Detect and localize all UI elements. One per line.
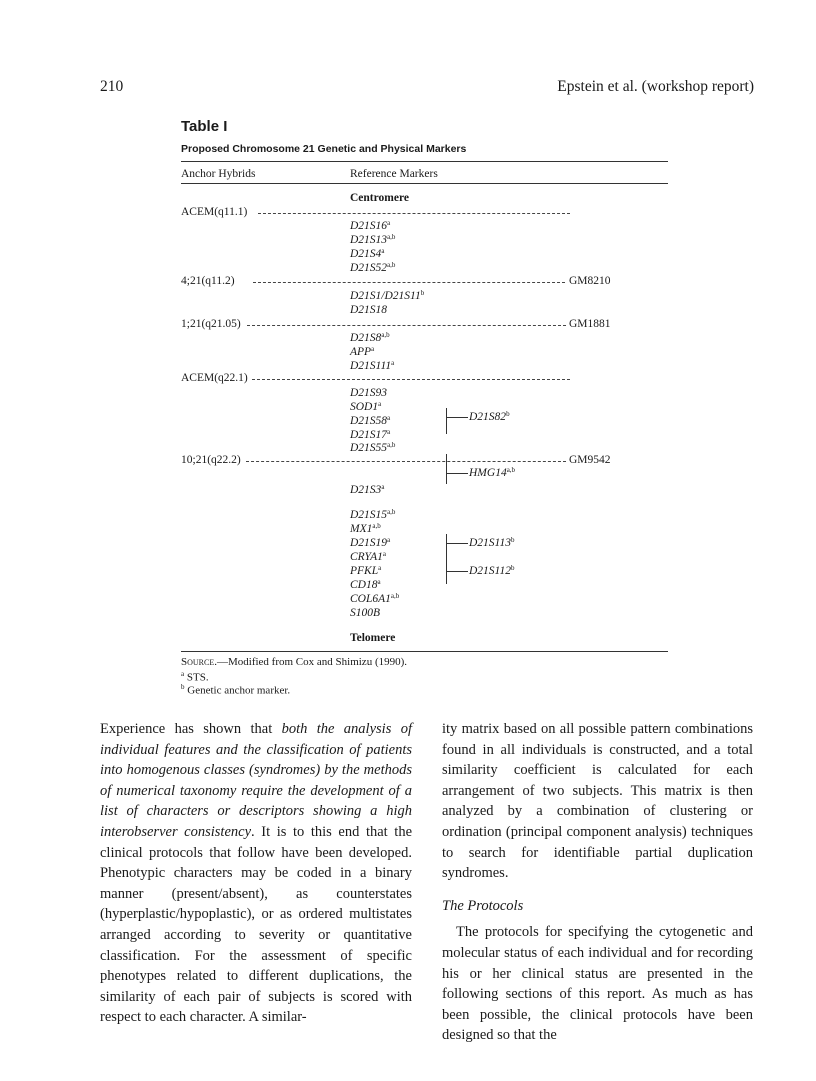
marker-entry: D21S52$^{a,b}$ (350, 261, 396, 274)
branch-marker: D21S82$^b$ (469, 410, 510, 423)
anchor-leader-line (246, 461, 566, 462)
table-header-rule (181, 183, 668, 184)
footnote-b: $^b$ Genetic anchor marker. (181, 683, 291, 697)
anchor-hybrid: 4;21(q11.2) (181, 275, 235, 287)
marker-entry: D21S1/D21S11$^b$ (350, 289, 425, 302)
centromere-label: Centromere (350, 192, 409, 204)
table-top-rule (181, 161, 668, 162)
marker-entry: D21S15$^{a,b}$ (350, 508, 396, 521)
marker-entry: D21S111$^a$ (350, 359, 395, 372)
marker-entry: D21S13$^{a,b}$ (350, 233, 396, 246)
bracket-tick (446, 417, 468, 418)
marker-entry: PFKL$^a$ (350, 564, 382, 577)
header-reference-markers: Reference Markers (350, 168, 438, 180)
page-number: 210 (100, 78, 124, 95)
marker-entry: D21S55$^{a,b}$ (350, 441, 396, 454)
table-label: Table I (181, 118, 228, 135)
marker-entry: S100B (350, 607, 381, 619)
marker-entry: MX1$^{a,b}$ (350, 522, 381, 535)
branch-marker: D21S113$^b$ (469, 536, 515, 549)
marker-entry: COL6A1$^{a,b}$ (350, 592, 400, 605)
branch-marker: HMG14$^{a,b}$ (469, 466, 516, 479)
anchor-leader-line (252, 379, 570, 380)
anchor-leader-line (253, 282, 565, 283)
anchor-hybrid: 1;21(q21.05) (181, 318, 241, 330)
anchor-hybrid: ACEM(q22.1) (181, 372, 248, 384)
body-right-column (442, 719, 753, 1046)
header-anchor-hybrids: Anchor Hybrids (181, 168, 256, 180)
running-head: Epstein et al. (workshop report) (557, 78, 754, 95)
marker-entry: D21S17$^a$ (350, 428, 391, 441)
body-paragraph: The protocols for specifying the cytogenetic and molecular status of each individual and for recording his or her clinical status are presented in the following sections of this report. As much as has been possible, the clinical protocols have been designed so that the (442, 924, 753, 1044)
branch-marker: D21S112$^b$ (469, 564, 515, 577)
bracket-vertical (446, 534, 447, 584)
anchor-hybrid: ACEM(q11.1) (181, 206, 248, 218)
marker-entry: D21S8$^{a,b}$ (350, 331, 390, 344)
marker-entry: D21S19$^a$ (350, 536, 391, 549)
marker-entry: D21S4$^a$ (350, 247, 385, 260)
body-left-column (100, 719, 412, 1028)
body-paragraph: ity matrix based on all possible pattern combinations found in all individuals is constructed, and a total similarity coefficient is calculated for each arrangement of two subjects. This matrix is then analyzed by a combination of clustering or ordination (principal component analysis) techniques to search for identifiable partial duplication syndromes. (442, 721, 753, 882)
marker-entry: D21S16$^a$ (350, 219, 391, 232)
marker-entry: SOD1$^a$ (350, 400, 382, 413)
telomere-label: Telomere (350, 632, 396, 644)
table-caption: Proposed Chromosome 21 Genetic and Physical Markers (181, 143, 467, 155)
anchor-leader-line (258, 213, 570, 214)
anchor-hybrid: 10;21(q22.2) (181, 454, 241, 466)
marker-entry: CRYA1$^a$ (350, 550, 386, 563)
bracket-tick (446, 571, 468, 572)
bracket-tick (446, 473, 468, 474)
marker-entry: D21S3$^a$ (350, 483, 385, 496)
bracket-vertical (446, 454, 447, 484)
bracket-vertical (446, 408, 447, 434)
footnote-a: $^a$ STS. (181, 670, 209, 684)
body-paragraph: Experience has shown that both the analysis of individual features and the classification of patients into homogenous classes (syndromes) by the methods of numerical taxonomy require the development of a list of characters or descriptors showing a high interobserver consistency. It is to this end that the clinical protocols that follow have been developed. Phenotypic characters may be coded in a binary manner (present/absent), as counterstates (hyperplastic/hypoplastic), or as ordered multistates arranged according to severity or quantitative classification. For the assessment of specific phenotypes related to different duplications, the similarity of each pair of subjects is scored with respect to each character. A similar- (100, 721, 413, 1026)
gm-cell-line: GM9542 (569, 454, 611, 466)
marker-entry: CD18$^a$ (350, 578, 381, 591)
anchor-leader-line (247, 325, 566, 326)
gm-cell-line: GM8210 (569, 275, 611, 287)
section-heading: The Protocols (442, 897, 524, 914)
marker-entry: D21S58$^a$ (350, 414, 391, 427)
marker-entry: D21S93 (350, 387, 388, 399)
marker-entry: D21S18 (350, 304, 388, 316)
marker-entry: APP$^a$ (350, 345, 375, 358)
table-source-note: Source.—Modified from Cox and Shimizu (1990). (181, 656, 408, 668)
gm-cell-line: GM1881 (569, 318, 611, 330)
bracket-tick (446, 543, 468, 544)
table-bottom-rule (181, 651, 668, 652)
